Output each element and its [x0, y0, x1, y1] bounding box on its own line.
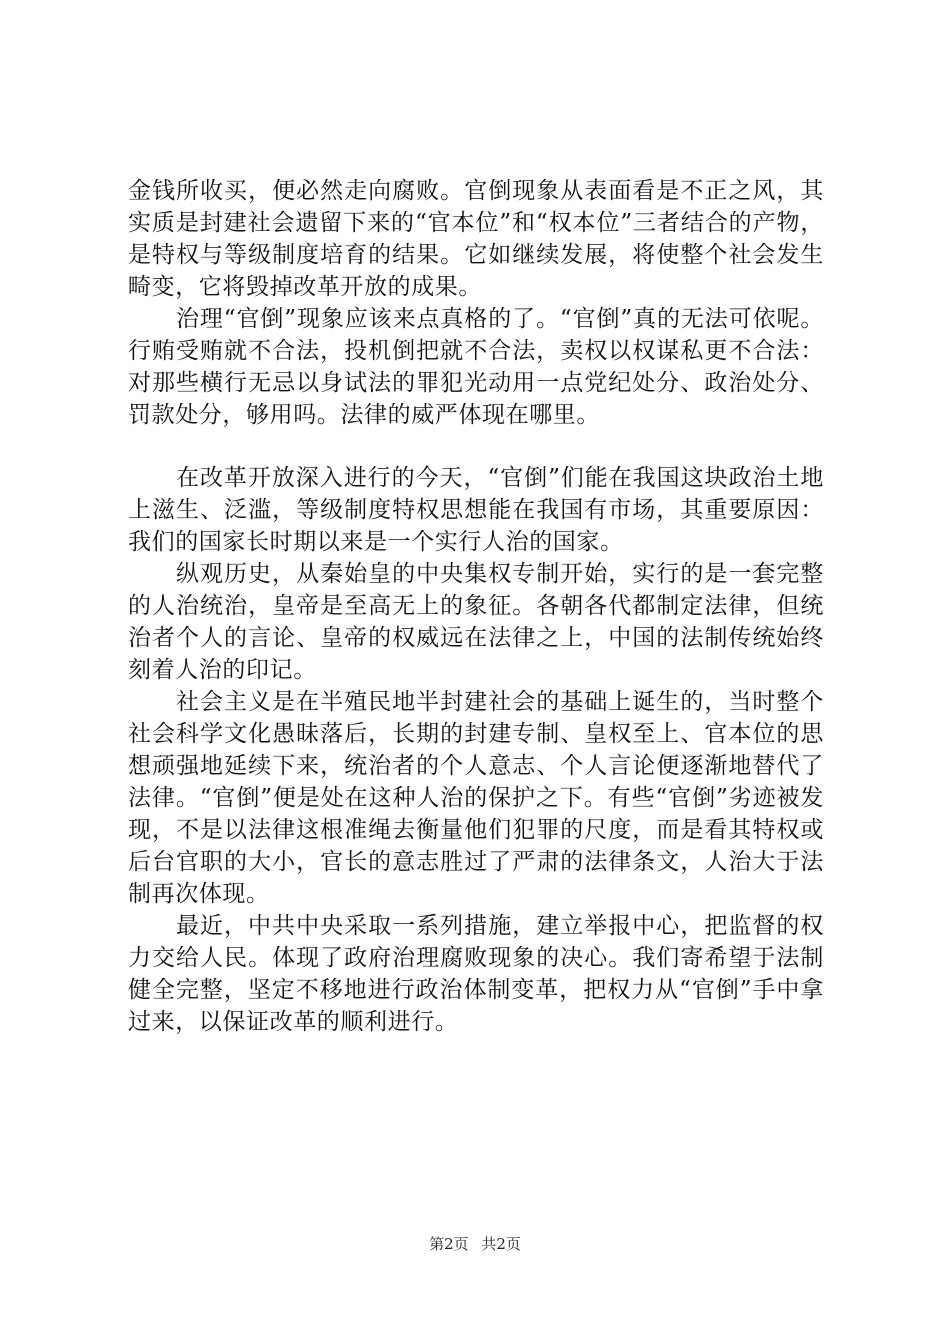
document-body: [128, 175, 824, 1038]
paragraph-continued: 金钱所收买，便必然走向腐败。官倒现象从表面看是不正之风，其实质是封建社会遗留下来的“官本位”和“权本位”三者结合的产物，是特权与等级制度培育的结果。它如继续发展，将使整个社会发生畸变，它将毁掉改革开放的成果。: [128, 178, 824, 300]
paragraph: 治理“官倒”现象应该来点真格的了。“官倒”真的无法可依呢。行贿受贿就不合法，投机倒把就不合法，卖权以权谋私更不合法：对那些横行无忌以身试法的罪犯光动用一点党纪处分、政治处分、罚款处分，够用吗。法律的威严体现在哪里。: [128, 306, 824, 428]
paragraph: 社会主义是在半殖民地半封建社会的基础上诞生的，当时整个社会科学文化愚昧落后，长期的封建专制、皇权至上、官本位的思想顽强地延续下来，统治者的个人意志、个人言论便逐渐地替代了法律。“官倒”便是处在这种人治的保护之下。有些“官倒”劣迹被发现，不是以法律这根准绳去衡量他们犯罪的尺度，而是看其特权或后台官职的大小，官长的意志胜过了严肃的法律条文，人治大于法制再次体现。: [128, 689, 824, 907]
paragraph: 最近，中共中央采取一系列措施，建立举报中心，把监督的权力交给人民。体现了政府治理腐败现象的决心。我们寄希望于法制健全完整，坚定不移地进行政治体制变革，把权力从“官倒”手中拿过来，以保证改革的顺利进行。: [128, 913, 824, 1035]
paragraph: 在改革开放深入进行的今天，“官倒”们能在我国这块政治土地上滋生、泛滥，等级制度特权思想能在我国有市场，其重要原因：我们的国家长时期以来是一个实行人治的国家。: [128, 465, 824, 555]
paragraph: 纵观历史，从秦始皇的中央集权专制开始，实行的是一套完整的人治统治，皇帝是至高无上的象征。各朝各代都制定法律，但统治者个人的言论、皇帝的权威远在法律之上，中国的法制传统始终刻着人治的印记。: [128, 561, 824, 683]
page-total: 共2页: [481, 1235, 521, 1253]
page-footer: [0, 1233, 950, 1254]
paragraph-spacer: [128, 431, 824, 462]
page-number: 第2页: [429, 1235, 469, 1253]
